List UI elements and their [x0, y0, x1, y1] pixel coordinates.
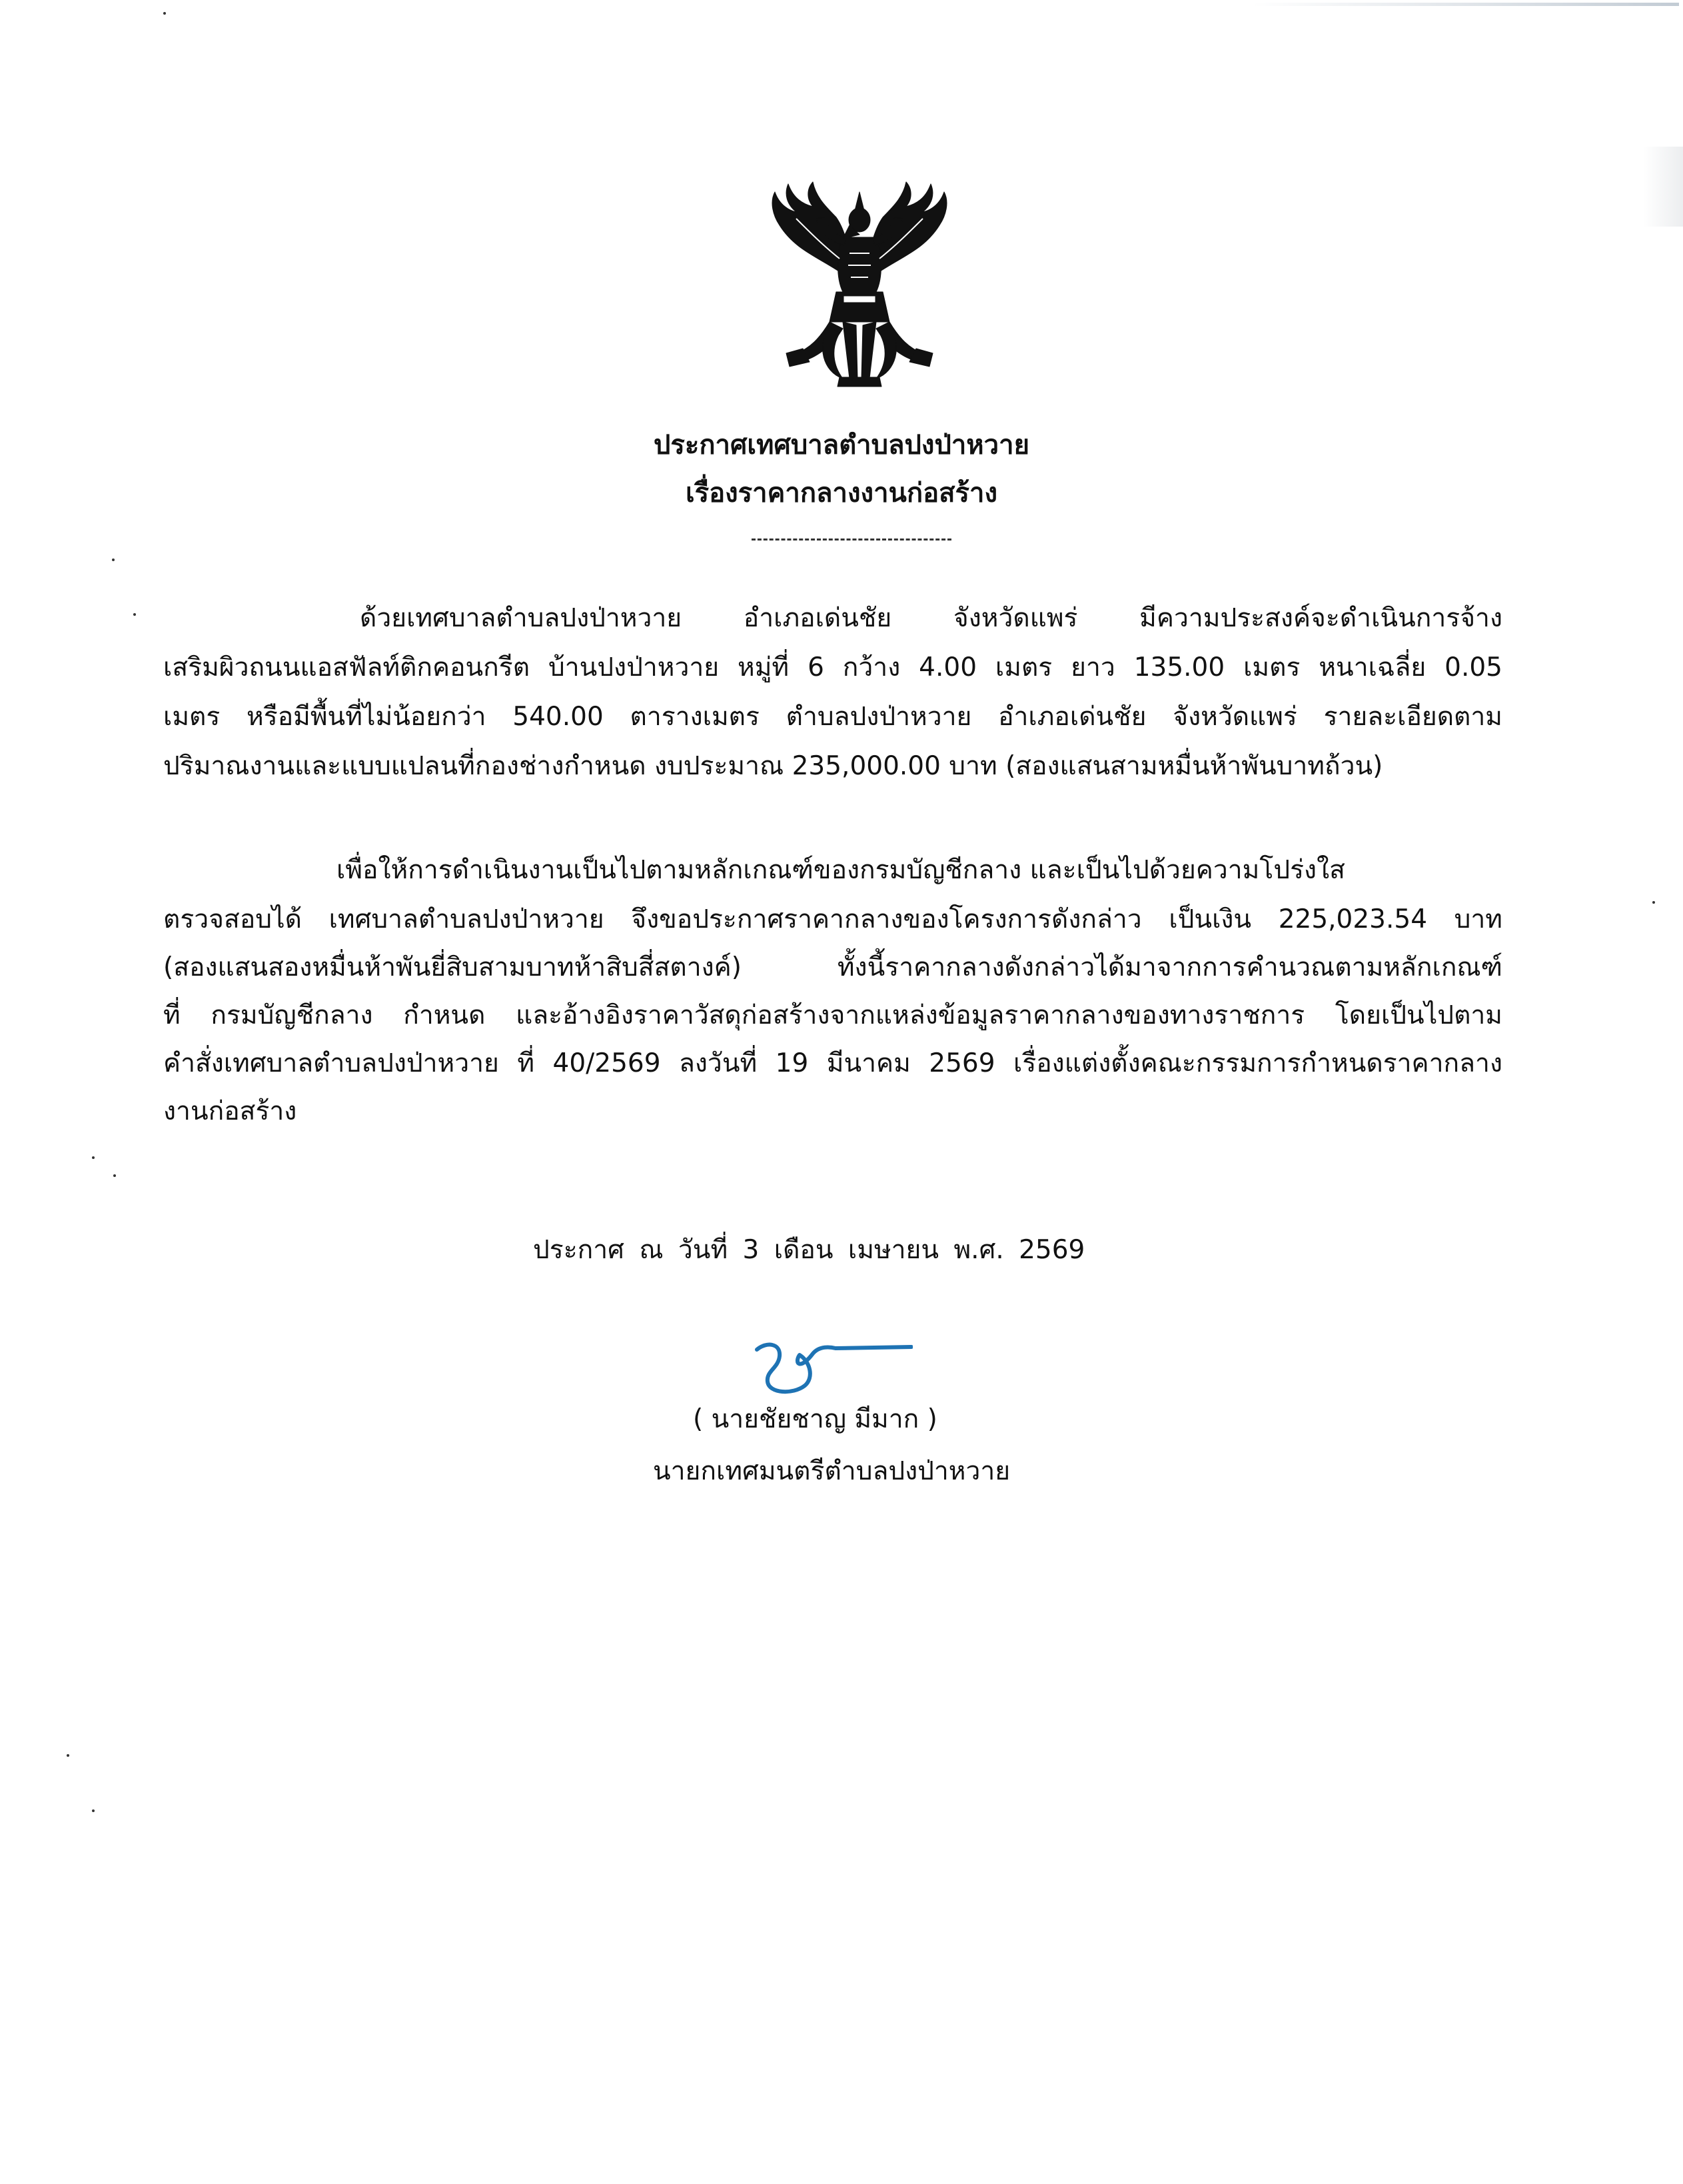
paragraph-2-line: เพื่อให้การดำเนินงานเป็นไปตามหลักเกณฑ์ของกรมบัญชีกลาง และเป็นไปด้วยความโปร่งใส — [336, 855, 1345, 885]
paragraph-1-line: ปริมาณงานและแบบแปลนที่กองช่างกำหนด งบประมาณ 235,000.00 บาท (สองแสนสามหมื่นห้าพันบาทถ้วน) — [163, 751, 1383, 781]
scan-speck — [92, 1156, 95, 1159]
title-divider — [752, 539, 951, 541]
paragraph-2-line: ที่ กรมบัญชีกลาง กำหนด และอ้างอิงราคาวัสดุก่อสร้างจากแหล่งข้อมูลราคากลางของทางราชการ โดยเป็นไปตาม — [163, 1000, 1502, 1030]
scan-speck — [113, 1174, 116, 1177]
paragraph-2-line: (สองแสนสองหมื่นห้าพันยี่สิบสามบาทห้าสิบสี่สตางค์) ทั้งนี้ราคากลางดังกล่าวได้มาจากการคำนวณตามหลักเกณฑ์ — [163, 952, 1502, 982]
announcement-subject: เรื่องราคากลางงานก่อสร้าง — [685, 478, 998, 509]
paragraph-2-line: คำสั่งเทศบาลตำบลปงป่าหวาย ที่ 40/2569 ลงวันที่ 19 มีนาคม 2569 เรื่องแต่งตั้งคณะกรรมการกำหนดราคากลาง — [163, 1048, 1502, 1078]
paragraph-2-line: งานก่อสร้าง — [163, 1096, 297, 1126]
garuda-emblem-icon — [750, 179, 969, 399]
announcement-date: ประกาศ ณ วันที่ 3 เดือน เมษายน พ.ศ. 2569 — [533, 1235, 1085, 1265]
paragraph-2-line: ตรวจสอบได้ เทศบาลตำบลปงป่าหวาย จึงขอประกาศราคากลางของโครงการดังกล่าว เป็นเงิน 225,023.54 บาท — [163, 904, 1502, 934]
scan-speck — [163, 12, 166, 15]
paragraph-1-line: เมตร หรือมีพื้นที่ไม่น้อยกว่า 540.00 ตารางเมตร ตำบลปงป่าหวาย อำเภอเด่นชัย จังหวัดแพร่ รายละเอียดตาม — [163, 702, 1502, 732]
paragraph-1-line: ด้วยเทศบาลตำบลปงป่าหวาย อำเภอเด่นชัย จังหวัดแพร่ มีความประสงค์จะดำเนินการจ้าง — [360, 603, 1502, 633]
scan-speck — [112, 558, 115, 561]
handwritten-signature — [753, 1330, 913, 1403]
scan-speck — [1652, 901, 1655, 904]
signer-position: นายกเทศมนตรีตำบลปงป่าหวาย — [653, 1456, 1011, 1486]
paragraph-1-line: เสริมผิวถนนแอสฟัลท์ติกคอนกรีต บ้านปงป่าหวาย หมู่ที่ 6 กว้าง 4.00 เมตร ยาว 135.00 เมตร หนาเฉลี่ย 0.05 — [163, 652, 1502, 682]
scan-speck — [92, 1809, 95, 1812]
scan-speck — [67, 1754, 69, 1757]
scan-edge-shadow — [1643, 147, 1683, 227]
announcement-title: ประกาศเทศบาลตำบลปงป่าหวาย — [653, 430, 1030, 461]
scan-speck — [133, 613, 136, 616]
scan-edge-mark — [1253, 3, 1679, 6]
signer-name: ( นายชัยชาญ มีมาก ) — [693, 1404, 937, 1434]
